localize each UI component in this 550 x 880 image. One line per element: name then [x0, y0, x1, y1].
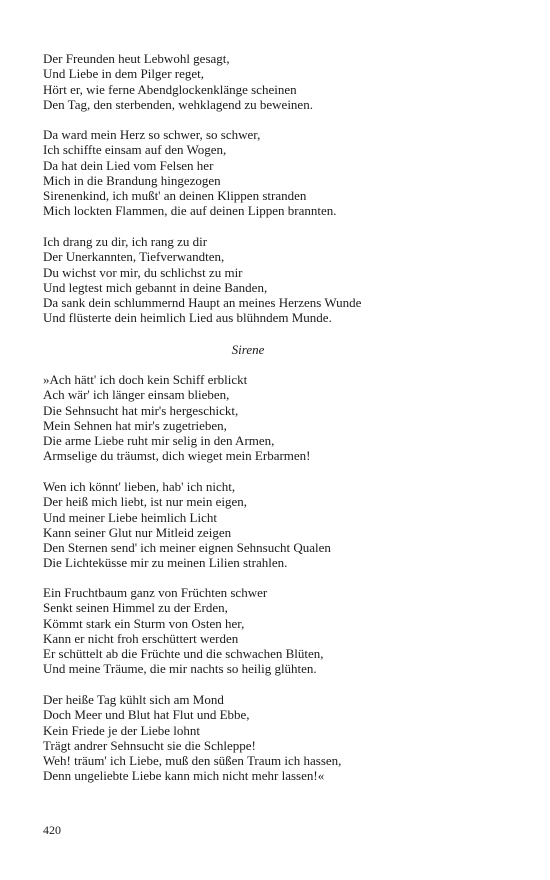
verse-line: Er schüttelt ab die Früchte und die schwachen Blüten,	[43, 646, 324, 661]
verse-line: Kann seiner Glut nur Mitleid zeigen	[43, 524, 232, 540]
verse-line: Da hat dein Lied vom Felsen her	[43, 157, 214, 173]
verse-line: Und legtest mich gebannt in deine Banden,	[43, 279, 268, 295]
verse-line: Trägt andrer Sehnsucht sie die Schleppe!	[43, 737, 256, 753]
verse-line: Die arme Liebe ruht mir selig in den Armen,	[43, 433, 275, 448]
verse-line: Kömmt stark ein Sturm von Osten her,	[43, 615, 245, 631]
verse-line: Da sank dein schlummernd Haupt an meines Herzens Wunde	[43, 295, 362, 310]
verse-line: Der Unerkannten, Tiefverwandten,	[43, 249, 225, 265]
verse-line: Kein Friede je der Liebe lohnt	[43, 722, 201, 738]
page-number: 420	[43, 823, 61, 837]
verse-line: Doch Meer und Blut hat Flut und Ebbe,	[43, 707, 250, 723]
stanza-1	[43, 51, 313, 112]
verse-line: Mich in die Brandung hingezogen	[43, 172, 221, 188]
verse-line: Weh! träum' ich Liebe, muß den süßen Traum ich hassen,	[43, 753, 342, 768]
verse-line: »Ach hätt' ich doch kein Schiff erblickt	[43, 372, 248, 387]
verse-line: Die Lichteküsse mir zu meinen Lilien strahlen.	[43, 555, 288, 571]
stanza-5	[43, 479, 331, 571]
verse-line: Ein Fruchtbaum ganz von Früchten schwer	[43, 585, 268, 600]
verse-line: Der Freunden heut Lebwohl gesagt,	[43, 51, 230, 66]
verse-line: Ich schiffte einsam auf den Wogen,	[43, 142, 227, 158]
verse-line: Den Tag, den sterbenden, wehklagend zu beweinen.	[43, 96, 313, 112]
stanza-4	[43, 372, 311, 464]
verse-line: Mich lockten Flammen, die auf deinen Lippen brannten.	[43, 203, 337, 219]
verse-line: Senkt seinen Himmel zu der Erden,	[43, 600, 228, 616]
verse-line: Wen ich könnt' lieben, hab' ich nicht,	[43, 479, 236, 494]
verse-line: Denn ungeliebte Liebe kann mich nicht mehr lassen!«	[43, 768, 325, 784]
stanza-7	[43, 692, 341, 784]
stanza-6	[43, 585, 324, 677]
verse-line: Und flüsterte dein heimlich Lied aus blühndem Munde.	[43, 310, 332, 326]
verse-line: Kann er nicht froh erschüttert werden	[43, 630, 239, 646]
stanza-2	[43, 127, 337, 219]
verse-line: Und meine Träume, die mir nachts so heilig glühten.	[43, 661, 317, 677]
verse-line: Der heiß mich liebt, ist nur mein eigen,	[43, 494, 247, 510]
verse-line: Ach wär' ich länger einsam blieben,	[43, 387, 230, 403]
verse-line: Den Sternen send' ich meiner eignen Sehnsucht Qualen	[43, 540, 331, 555]
verse-line: Mein Sehnen hat mir's zugetrieben,	[43, 417, 227, 433]
verse-line: Die Sehnsucht hat mir's hergeschickt,	[43, 402, 239, 418]
stanza-3	[43, 234, 361, 326]
verse-line: Und meiner Liebe heimlich Licht	[43, 509, 217, 525]
verse-line: Da ward mein Herz so schwer, so schwer,	[43, 127, 261, 142]
verse-line: Sirenenkind, ich mußt' an deinen Klippen stranden	[43, 188, 307, 203]
verse-line: Der heiße Tag kühlt sich am Mond	[43, 692, 224, 707]
verse-line: Armselige du träumst, dich wieget mein Erbarmen!	[43, 448, 311, 464]
verse-line: Hört er, wie ferne Abendglockenklänge scheinen	[43, 81, 297, 97]
verse-line: Ich drang zu dir, ich rang zu dir	[43, 234, 208, 249]
section-heading: Sirene	[231, 342, 265, 357]
verse-line: Und Liebe in dem Pilger reget,	[43, 66, 205, 82]
verse-line: Du wichst vor mir, du schlichst zu mir	[43, 264, 243, 280]
